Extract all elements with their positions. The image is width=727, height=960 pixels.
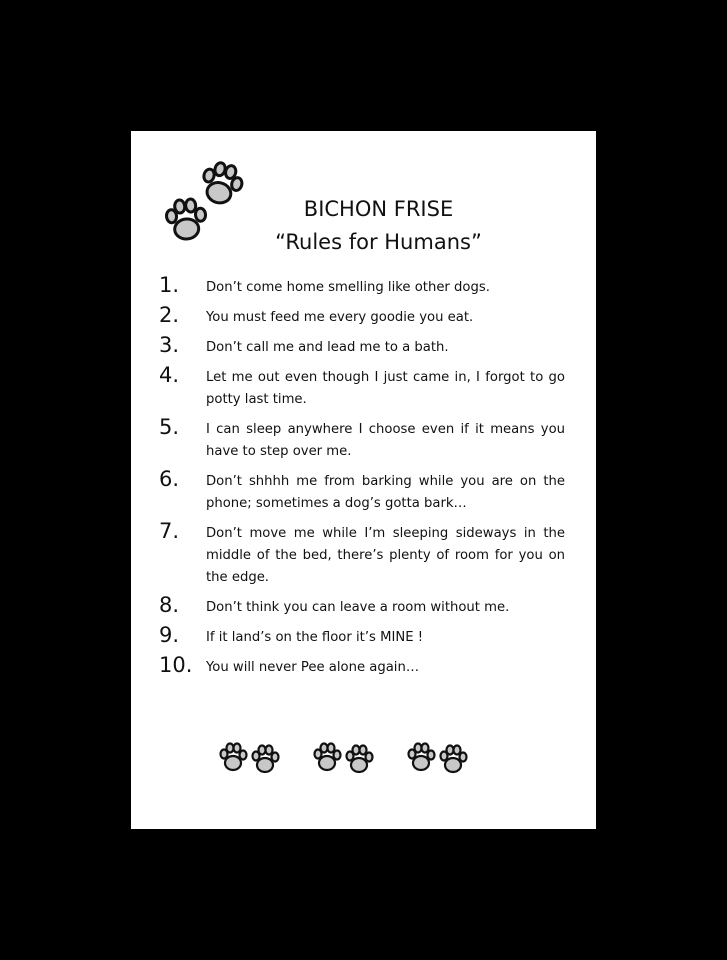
rule-text: Don’t move me while I’m sleeping sideways in the middle of the bed, there’s plenty of room for you on the edge. xyxy=(206,526,565,585)
rule-text: You will never Pee alone again… xyxy=(206,660,420,675)
rule-number: 4. xyxy=(159,363,180,387)
title-line-breed: BICHON FRISE xyxy=(303,197,454,221)
rule-number: 2. xyxy=(159,303,180,327)
rule-number: 9. xyxy=(159,623,180,647)
rule-number: 10. xyxy=(159,653,193,677)
rule-number: 1. xyxy=(159,273,180,297)
rule-text: I can sleep anywhere I choose even if it means you have to step over me. xyxy=(206,422,565,459)
rule-number: 8. xyxy=(159,593,180,617)
rule-text: Don’t come home smelling like other dogs. xyxy=(206,280,490,295)
rule-text: Let me out even though I just came in, I forgot to go potty last time. xyxy=(206,370,565,407)
rule-text: Don’t shhhh me from barking while you are on the phone; sometimes a dog’s gotta bark… xyxy=(206,474,565,511)
rule-text: You must feed me every goodie you eat. xyxy=(206,310,474,325)
list-item xyxy=(159,593,565,619)
rule-number: 7. xyxy=(159,519,180,543)
paw-prints-row-icon xyxy=(215,736,485,776)
list-item xyxy=(159,333,565,359)
list-item xyxy=(159,623,565,649)
rule-text: Don’t think you can leave a room without me. xyxy=(206,600,510,615)
list-item xyxy=(159,273,565,299)
list-item xyxy=(159,363,565,411)
title-line-subtitle: “Rules for Humans” xyxy=(275,230,482,254)
page-title xyxy=(231,193,526,259)
rule-number: 5. xyxy=(159,415,180,439)
list-item xyxy=(159,303,565,329)
list-item xyxy=(159,415,565,463)
rules-list xyxy=(159,273,565,687)
rules-card xyxy=(131,131,596,829)
rule-text: Don’t call me and lead me to a bath. xyxy=(206,340,449,355)
rule-number: 6. xyxy=(159,467,180,491)
list-item xyxy=(159,519,565,589)
rule-text: If it land’s on the floor it’s MINE ! xyxy=(206,630,424,645)
rule-number: 3. xyxy=(159,333,180,357)
list-item xyxy=(159,467,565,515)
list-item xyxy=(159,653,565,679)
